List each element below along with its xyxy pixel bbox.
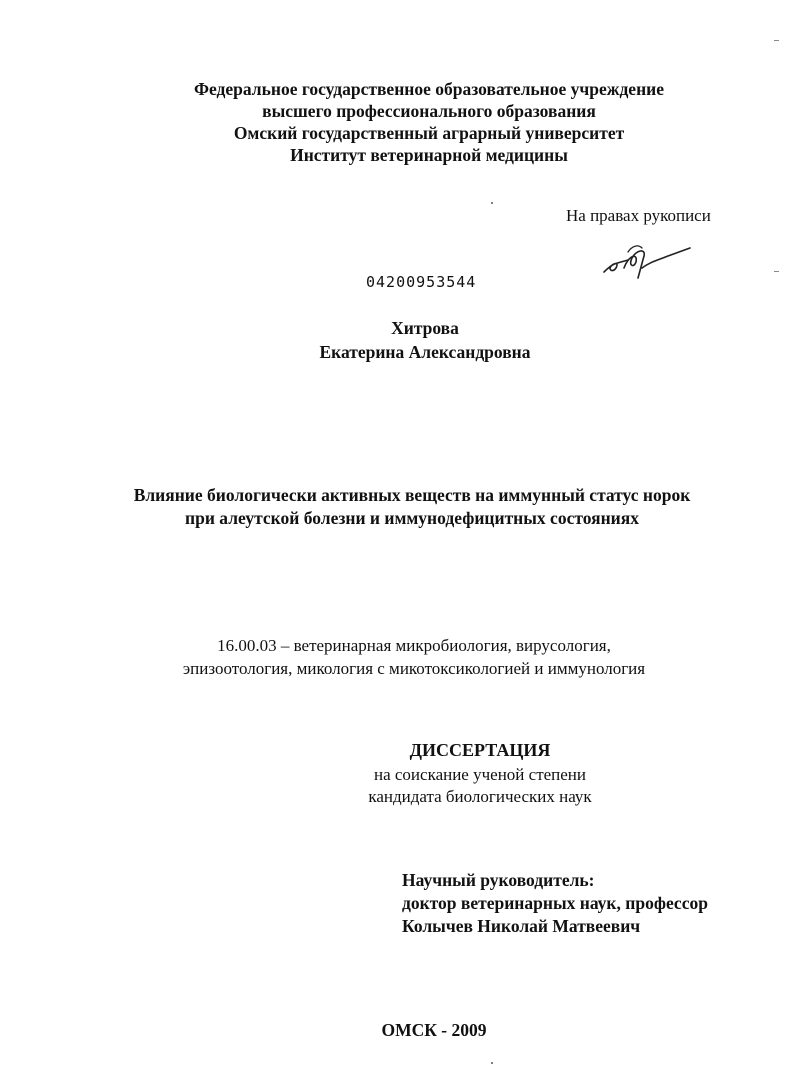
- scan-mark: [774, 271, 779, 272]
- specialty-line-1: 16.00.03 – ветеринарная микробиология, вирусология,: [217, 636, 611, 655]
- archive-number: 04200953544: [366, 273, 477, 291]
- author-given-names: Екатерина Александровна: [319, 342, 531, 362]
- title-line-2: при алеутской болезни и иммунодефицитных состояниях: [185, 508, 639, 528]
- scan-speck: [491, 1062, 493, 1064]
- degree-line-2: кандидата биологических наук: [368, 787, 592, 806]
- institution-line-3: Омский государственный аграрный университет: [233, 123, 625, 143]
- signature-icon: [598, 238, 694, 286]
- author-surname: Хитрова: [391, 318, 459, 338]
- specialty-block: [0, 634, 798, 680]
- dissertation-title: [0, 484, 798, 530]
- institution-line-4: Институт ветеринарной медицины: [290, 145, 568, 165]
- title-line-1: Влияние биологически активных веществ на иммунный статус норок: [133, 485, 691, 505]
- city-year-text: ОМСК - 2009: [381, 1020, 487, 1040]
- institution-line-1: Федеральное государственное образовательное учреждение: [193, 79, 665, 99]
- rights-note: На правах рукописи: [566, 206, 711, 225]
- scan-speck: [491, 202, 493, 204]
- dissertation-heading: ДИССЕРТАЦИЯ: [409, 740, 551, 760]
- supervisor-name: Колычев Николай Матвеевич: [402, 916, 641, 936]
- supervisor-degree: доктор ветеринарных наук, профессор: [402, 893, 708, 913]
- author-block: [0, 316, 798, 364]
- degree-line-1: на соискание ученой степени: [373, 765, 587, 784]
- specialty-line-2: эпизоотология, микология с микотоксикологией и иммунология: [182, 659, 646, 678]
- supervisor-block: [402, 869, 708, 938]
- scan-mark: [774, 40, 779, 41]
- institution-line-2: высшего профессионального образования: [262, 101, 596, 121]
- supervisor-label: Научный руководитель:: [402, 870, 595, 890]
- institution-block: [0, 78, 798, 166]
- city-year: [0, 1020, 798, 1041]
